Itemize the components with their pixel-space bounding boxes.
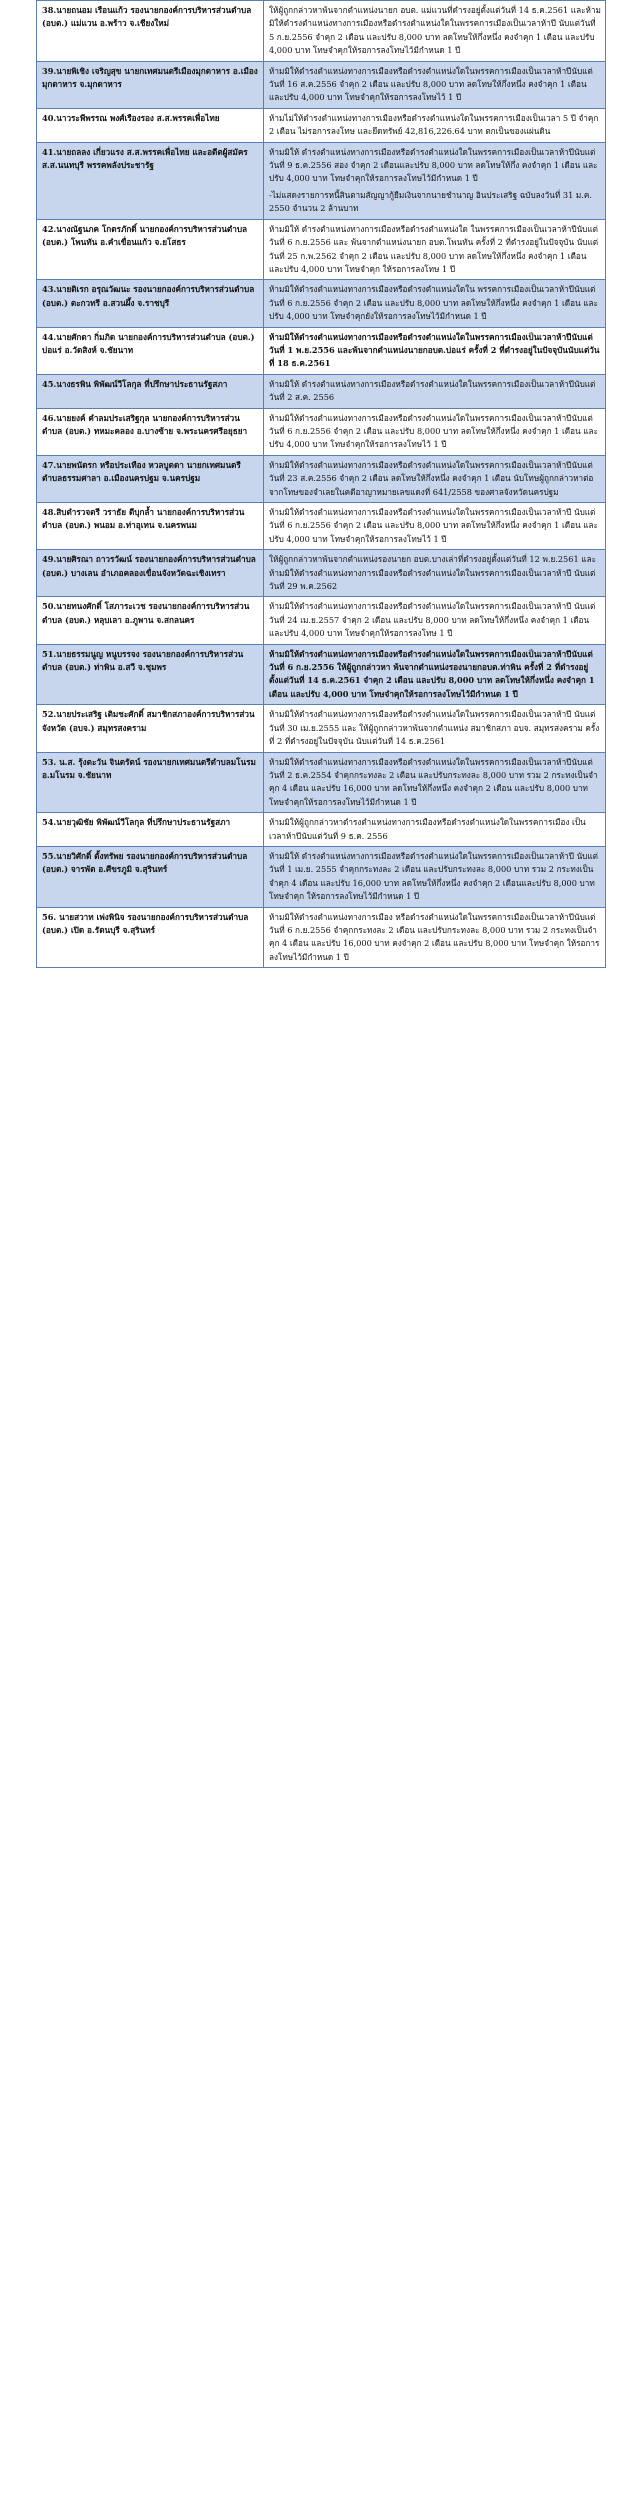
penalty-paragraph: ห้ามไม่ให้ดำรงตำแหน่งทางการเมืองหรือดำรงตำแหน่งใดในพรรคการเมืองเป็นเวลา 5 ปี จำคุก 2 เดือน ไม่รอการลงโทษ และยึดทรัพย์ 42,816,226.64 บาท ตกเป็นของแผ่นดิน bbox=[269, 112, 599, 137]
table-row bbox=[37, 280, 606, 327]
table-row bbox=[37, 61, 606, 108]
table-row bbox=[37, 219, 606, 280]
table-row bbox=[37, 846, 606, 907]
penalty-paragraph: ห้ามมิให้ดำรงตำแหน่งทางการเมือง หรือดำรงตำแหน่งใดในพรรคการเมืองเป็นเวลาห้าปีนับแต่วันที่ 6 ก.ย.2556 จำคุกกระทงละ 2 เดือน และปรับกระทงละ 8,000 บาท รวม 2 กระทงเป็นจำคุก 4 เดือน และปรับ 16,000 บาท คงจำคุก 2 เดือน และปรับ 8,000 บาท โทษจำคุก ให้รอการลงโทษไว้มีกำหนด 1 ปี bbox=[269, 911, 600, 962]
penalty-paragraph: ห้ามมิให้ดำรงตำแหน่งทางการเมืองหรือดำรงตำแหน่งใดในพรรคการเมืองเป็นเวลาห้าปีนับแต่วันที่ 23 ส.ค.2556 จำคุก 2 เดือน ลดโทษให้กึ่งหนึ่ง คงจำคุก 1 เดือน นับโทษผู้ถูกกล่าวหาต่อจากโทษของจำเลยในคดีอาญาหมายเลขแดงที่ 641/2558 ของศาลจังหวัดนครปฐม bbox=[269, 459, 594, 497]
penalty-paragraph: ห้ามมิให้ ดำรงตำแหน่งทางการเมืองหรือดำรงตำแหน่งใดในพรรคการเมืองเป็นเวลาห้าปีนับแต่วันที่ 2 ส.ค. 2556 bbox=[269, 378, 596, 403]
penalty-cell bbox=[264, 752, 606, 813]
table-row bbox=[37, 374, 606, 408]
penalty-cell bbox=[264, 503, 606, 550]
penalty-paragraph: ห้ามมิให้ดำรงตำแหน่งทางการเมืองหรือดำรงตำแหน่งใดใน พรรคการเมืองเป็นเวลาห้าปีนับแต่วันที่ 6 ก.ย.2556 จำคุก 2 เดือน และปรับ 8,000 บาท ลดโทษให้กึ่งหนึ่ง คงจำคุก 1 เดือน และปรับ 4,000 บาท โทษจำคุกยังให้รอการลงโทษไว้มีกำหนด 1 ปี bbox=[269, 284, 598, 322]
penalty-cell bbox=[264, 597, 606, 644]
penalty-paragraph: ห้ามมิให้ดำรงตำแหน่งทางการเมืองหรือดำรงตำแหน่งใดในพรรคการเมืองเป็นเวลาห้าปี นับแต่วันที่ 24 เม.ย.2557 จำคุก 2 เดือน และปรับ 8,000 บาท ลดโทษให้กึ่งหนึ่ง คงจำคุก 1 เดือน และปรับ 4,000 บาท โทษจำคุกให้รอการลงโทษ 1 ปี bbox=[269, 601, 596, 639]
official-name-cell: 40.นาวระพีพรรณ พงศ์เรืองรอง ส.ส.พรรคเพื่อไทย bbox=[37, 108, 264, 142]
official-name-cell: 55.นายวิศักดิ์ ตั้งทรัพย รองนายกองค์การบริหารส่วนตำบล (อบต.) จารพัต อ.ศีขรภูมิ จ.สุรินทร์ bbox=[37, 846, 264, 907]
penalty-paragraph: ห้ามมิให้ ดำรงตำแหน่งทางการเมืองหรือดำรงตำแหน่งใดในพรรคการเมืองเป็นเวลาห้าปี นับแต่วันที่ 1 เม.ย. 2555 จำคุกกระทงละ 2 เดือน และปรับกระทงละ 8,000 บาท รวม 2 กระทงเป็นจำคุก 4 เดือน และปรับ 16,000 บาท ลดโทษให้กึ่งหนึ่ง คงจำคุก 2 เดือนและปรับ 8,000 บาท โทษจำคุก ให้รอการลงโทษไว้มีกำหนด 1 ปี bbox=[269, 850, 598, 902]
penalty-cell bbox=[264, 550, 606, 597]
table-row bbox=[37, 108, 606, 142]
penalty-paragraph: ห้ามมิให้ ดำรงตำแหน่งทางการเมืองหรือดำรงตำแหน่งใด ในพรรคการเมืองเป็นเวลาห้าปีนับแต่วันที่ 6 ก.ย.2556 และ พ้นจากตำแหน่งนายก อบต.โพนทัน ครั้งที่ 2 ที่ดำรงอยู่ในปัจจุบัน นับแต่วันที่ 25 ก.พ.2562 จำคุก 2 เดือน และปรับ 8,000 บาท ลดโทษให้กึ่งหนึ่ง คงจำคุก 1 เดือน และปรับ 4,000 บาท โทษจำคุก ให้รอการลงโทษ 1 ปี bbox=[269, 223, 599, 274]
penalty-cell bbox=[264, 280, 606, 327]
penalty-paragraph: ห้ามมิให้ดำรงตำแหน่งทางการเมืองหรือดำรงตำแหน่งใดในพรรคการเมืองเป็นเวลาห้าปี นับแต่วันที่ 6 ก.ย.2556 จำคุก 2 เดือน และปรับ 8,000 บาท ลดโทษให้กึ่งหนึ่ง คงจำคุก 1 เดือน และปรับ 4,000 บาท โทษจำคุกให้รอการลงโทษไว้ 1 ปี bbox=[269, 507, 598, 544]
table-row bbox=[37, 1, 606, 62]
table-row bbox=[37, 644, 606, 705]
official-name-cell: 44.นายศักดา กิ่มภิด นายกองค์การบริหารส่วนตำบล (อบต.) บ่อแร่ อ.วัดสิงห์ จ.ชัยนาท bbox=[37, 327, 264, 374]
official-name-cell: 49.นายศิรณา ถาวรวัฒน์ รองนายกองค์การบริหารส่วนตำบล (อบต.) บางเลน อำเภอคลองเขื่อนจังหวัดฉะเชิงเทรา bbox=[37, 550, 264, 597]
penalty-cell bbox=[264, 142, 606, 219]
penalty-cell bbox=[264, 408, 606, 455]
table-row bbox=[37, 705, 606, 752]
table-row bbox=[37, 503, 606, 550]
penalty-cell bbox=[264, 644, 606, 705]
official-name-cell: 53. น.ส. รุ้งตะวัน จินตรัตน์ รองนายกเทศมนตรีตำบลมโนรม อ.มโนรม จ.ชัยนาท bbox=[37, 752, 264, 813]
official-name-cell: 51.นายธรรมนูญ หนูบรรจง รองนายกองค์การบริหารส่วนตำบล (อบต.) ท่าพิน อ.สวี จ.ชุมพร bbox=[37, 644, 264, 705]
table-row bbox=[37, 550, 606, 597]
penalty-cell bbox=[264, 1, 606, 62]
penalty-paragraph: -ไม่แสดงรายการหนี้สินตามสัญญากู้ยืมเงินจากนายชำนาญ อินประเสริฐ ฉบับลงวันที่ 31 ม.ค. 2550 จำนวน 2 ล้านบาท bbox=[269, 189, 592, 214]
official-name-cell: 54.นายวุฒิชัย พิพัฒน์วีโลกุล ที่ปรึกษาประธานรัฐสภา bbox=[37, 813, 264, 847]
table-row bbox=[37, 408, 606, 455]
penalty-paragraph: ห้ามมิให้ดำรงตำแหน่งทางการเมืองหรือดำรงตำแหน่งใดในพรรคการเมืองเป็นเวลาห้าปีนับแต่วันที่ 1 พ.ย.2556 และพ้นจากตำแหน่งนายกอบต.บ่อแร่ ครั้งที่ 2 ที่ดำรงอยู่ในปัจจุบันนับแต่วันที่ 18 ธ.ค.2561 bbox=[269, 331, 600, 369]
penalty-cell bbox=[264, 455, 606, 502]
official-name-cell: 47.นายพนัดรก หรือประเทือง หวลบูดดา นายกเทศมนตรีตำบลธรรมศาลา อ.เมืองนครปฐม จ.นครปฐม bbox=[37, 455, 264, 502]
table-body bbox=[37, 1, 606, 968]
official-name-cell: 39.นายพิเชิง เจริญสุข นายกเทศมนตรีเมืองมุกดาหาร อ.เมืองมุกดาหาร จ.มุกดาหาร bbox=[37, 61, 264, 108]
official-name-cell: 38.นายถนอม เรือนแก้ว รองนายกองค์การบริหารส่วนตำบล (อบต.) แม่แวน อ.พร้าว จ.เชียงใหม่ bbox=[37, 1, 264, 62]
penalty-paragraph: ห้ามมิให้ดำรงตำแหน่งทางการเมืองหรือดำรงตำแหน่งใดในพรรคการเมืองเป็นเวลาห้าปีนับแต่วันที่ 2 ธ.ค.2554 จำคุกกระทงละ 2 เดือน และปรับกระทงละ 8,000 บาท รวม 2 กระทงเป็นจำคุก 4 เดือน และปรับ 16,000 บาท ลดโทษให้กึ่งหนึ่ง คงจำคุก 2 เดือน และปรับ 8,000 บาท โทษจำคุกให้รอการลงโทษไว้มีกำหนด 1 ปี bbox=[269, 756, 598, 807]
penalty-cell bbox=[264, 219, 606, 280]
table-row bbox=[37, 455, 606, 502]
penalty-paragraph: ให้ผู้ถูกกล่าวหาพ้นจากตำแหน่งรองนายก อบต.บางเล่าที่ดำรงอยู่ตั้งแต่วันที่ 12 พ.ย.2561 และห้ามมิให้ดำรงตำแหน่งทางการเมืองหรือดำรงตำแหน่งใดในพรรคการเมืองเป็นเวลาห้าปี นับแต่วันที่ 29 พ.ค.2562 bbox=[269, 554, 596, 592]
official-name-cell: 46.นายยงค์ คำลมประเสริฐกุล นายกองค์การบริหารส่วนตำบล (อบต.) ทหมะคลอง อ.บางซ้าย จ.พระนครศรีอยุธยา bbox=[37, 408, 264, 455]
table-row bbox=[37, 907, 606, 968]
table-row bbox=[37, 597, 606, 644]
official-name-cell: 42.นางณัฐนภค โกตรภักดิ์ นายกองค์การบริหารส่วนตำบล (อบต.) โพนทัน อ.คำเขื่อนแก้ว จ.ยโสธร bbox=[37, 219, 264, 280]
penalty-paragraph: ห้ามมิให้ผู้ถูกกล่าวหาดำรงตำแหน่งทางการเมืองหรือดำรงตำแหน่งใดในพรรคการเมือง เป็นเวลาห้าปีนับแต่วันที่ 9 ธ.ค. 2556 bbox=[269, 817, 586, 841]
penalty-cell bbox=[264, 327, 606, 374]
table-row bbox=[37, 327, 606, 374]
penalty-cell bbox=[264, 813, 606, 847]
table-row bbox=[37, 813, 606, 847]
penalty-cell bbox=[264, 907, 606, 968]
official-name-cell: 41.นายถลลง เกี่ยวแรง ส.ส.พรรคเพื่อไทย และอดีตผู้สมัคร ส.ส.นนทบุรี พรรคพลังประชารัฐ bbox=[37, 142, 264, 219]
penalty-cell bbox=[264, 374, 606, 408]
penalty-cell bbox=[264, 705, 606, 752]
penalty-paragraph: ห้ามมิให้ดำรงตำแหน่งทางการเมืองหรือดำรงตำแหน่งใดในพรรคการเมืองเป็นเวลาห้าปีนับแต่วันที่ 6 ก.ย.2556 ให้ผู้ถูกกล่าวหา พ้นจากตำแหน่งรองนายกอบต.ท่าพิน ครั้งที่ 2 ที่ดำรงอยู่ตั้งแต่วันที่ 14 ธ.ค.2561 จำคุก 2 เดือน และปรับ 8,000 บาท ลดโทษให้กึ่งหนึ่ง คงจำคุก 1 เดือน และปรับ 4,000 บาท โทษจำคุกให้รอการลงโทษไว้มีกำหนด 1 ปี bbox=[269, 648, 595, 699]
penalty-cell bbox=[264, 61, 606, 108]
official-name-cell: 50.นายทนงศักดิ์ โสภาระเวช รองนายกองค์การบริหารส่วนตำบล (อบต.) หลุบเลา อ.ภูพาน จ.สกลนคร bbox=[37, 597, 264, 644]
penalty-cell bbox=[264, 846, 606, 907]
table-row bbox=[37, 142, 606, 219]
penalty-paragraph: ห้ามมิให้ ดำรงตำแหน่งทางการเมืองหรือดำรงตำแหน่งใดในพรรคการเมืองเป็นเวลาห้าปีนับแต่วันที่ 9 ธ.ค.2556 สอง จำคุก 2 เดือนและปรับ 8,000 บาท ลดโทษให้กึ่ง คงจำคุก 1 เดือน และปรับ 4,000 บาท โทษจำคุกให้รอการลงโทษไว้มีกำหนด 1 ปี bbox=[269, 146, 598, 184]
penalty-paragraph: ให้ผู้ถูกกล่าวหาพ้นจากตำแหน่งนายก อบต. แม่แวนที่ดำรงอยู่ตั้งแต่วันที่ 14 ธ.ค.2561 และห้ามมิให้ดำรงตำแหน่งทางการเมืองหรือดำรงตำแหน่งใดในพรรคการเมืองเป็นเวลาห้าปี นับแต่วันที่ 5 ก.ย.2556 จำคุก 2 เดือน และปรับ 8,000 บาท ลดโทษให้กึ่งหนึ่ง คงจำคุก 1 เดือน และปรับ 4,000 บาท โทษจำคุกให้รอการลงโทษไว้มีกำหนด 1 ปี bbox=[269, 5, 601, 56]
penalty-cell bbox=[264, 108, 606, 142]
penalty-paragraph: ห้ามมิให้ดำรงตำแหน่งทางการเมืองหรือดำรงตำแหน่งใดในพรรคการเมืองเป็นเวลาห้าปี นับแต่วันที่ 30 เม.ย.2555 และ ให้ผู้ถูกกล่าวหาพ้นจากตำแหน่ง สมาชิกสภา อบจ. สมุทรสงคราม ครั้งที่ 2 ที่ดำรงอยู่ในปัจจุบัน นับแต่วันที่ 14 ธ.ค.2561 bbox=[269, 709, 600, 747]
table-row bbox=[37, 752, 606, 813]
penalty-paragraph: ห้ามมิให้ดำรงตำแหน่งทางการเมืองหรือดำรงตำแหน่งใดในพรรคการเมืองเป็นเวลาห้าปีนับแต่วันที่ 6 ก.ย.2556 จำคุก 2 เดือน และปรับ 8,000 บาท ลดโทษให้กึ่งหนึ่ง คงจำคุก 1 เดือน และปรับ 4,000 บาท โทษจำคุกให้รอการลงโทษไว้ 1 ปี bbox=[269, 412, 598, 450]
official-name-cell: 45.นางธรพิน พิพัฒน์วีโลกุล ที่ปรึกษาประธานรัฐสภา bbox=[37, 374, 264, 408]
official-name-cell: 48.สิบตำรวจตรี วราธัย ดีบุกล้ำ นายกองค์การบริหารส่วนตำบล (อบต.) พนอม อ.ท่าอุเทน จ.นครพนม bbox=[37, 503, 264, 550]
official-name-cell: 52.นายประเสริฐ เติมชะศักดิ์ สมาชิกสภาองค์การบริหารส่วนจังหวัด (อบจ.) สมุทรสงคราม bbox=[37, 705, 264, 752]
officials-penalty-table bbox=[36, 0, 606, 968]
penalty-paragraph: ห้ามมิให้ดำรงตำแหน่งทางการเมืองหรือดำรงตำแหน่งใดในพรรคการเมืองเป็นเวลาห้าปีนับแต่วันที่ 16 ส.ค.2556 จำคุก 2 เดือน และปรับ 8,000 บาท ลดโทษให้กึ่งหนึ่ง คงจำคุก 1 เดือน และปรับ 4,000 บาท โทษจำคุกให้รอการลงโทษไว้ 1 ปี bbox=[269, 65, 593, 103]
official-name-cell: 56. นายสวาท เพ่งพินิจ รองนายกองค์การบริหารส่วนตำบล (อบต.) เปิด อ.รัตนบุรี จ.สุรินทร์ bbox=[37, 907, 264, 968]
official-name-cell: 43.นายดิเรก อรุณวัฒนะ รองนายกองค์การบริหารส่วนตำบล (อบต.) ตะกวทรี อ.สวนผึ้ง จ.ราชบุรี bbox=[37, 280, 264, 327]
